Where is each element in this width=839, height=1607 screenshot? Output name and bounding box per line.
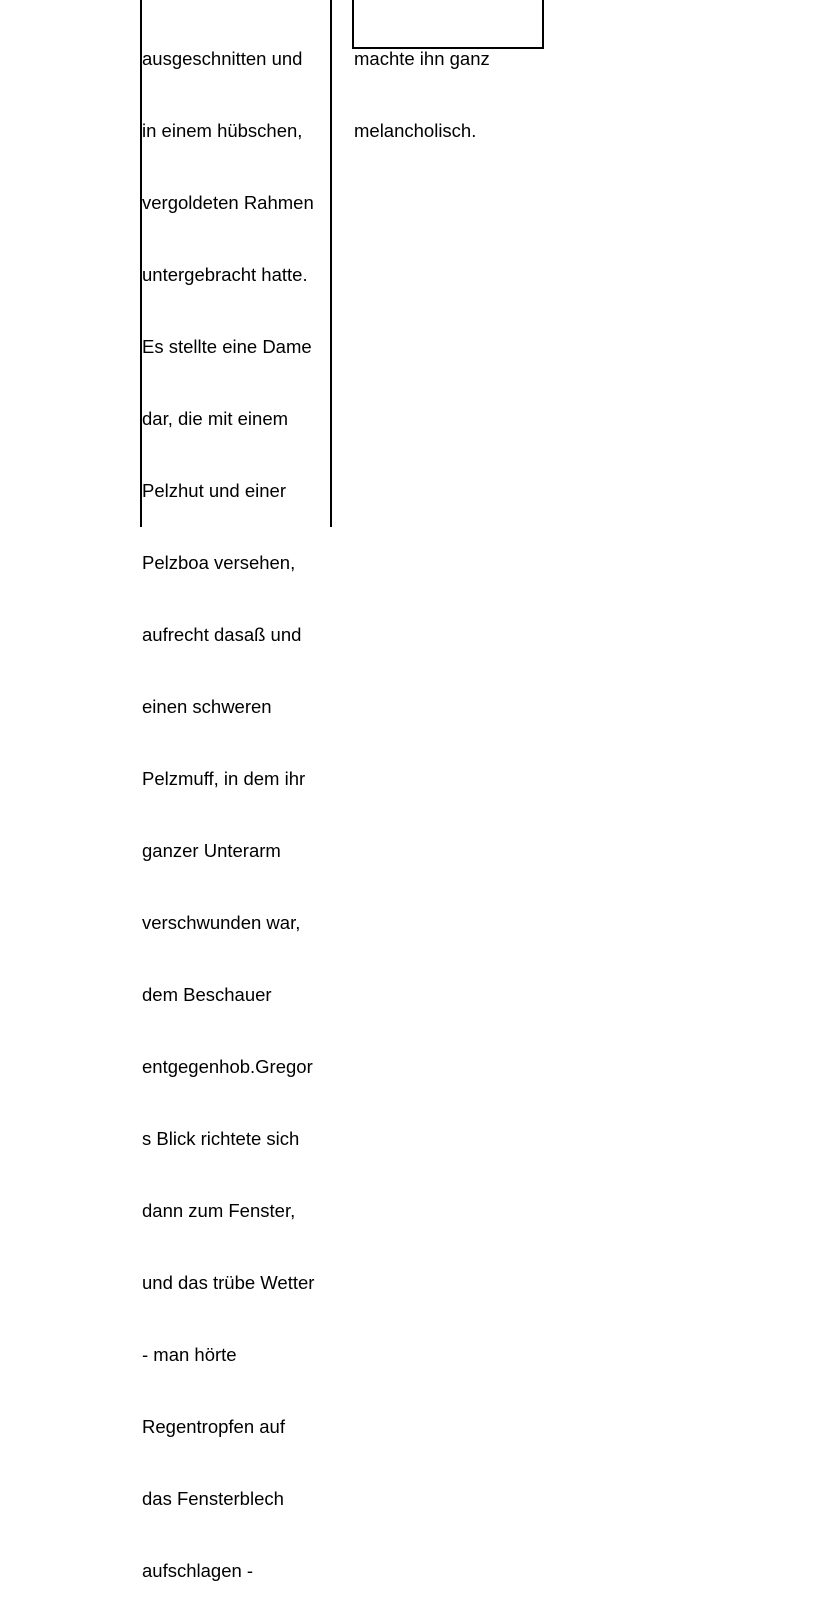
text-line: ausgeschnitten und (142, 48, 303, 69)
text-line: und das trübe Wetter (142, 1272, 315, 1293)
text-line: melancholisch. (354, 120, 477, 141)
text-line: Pelzhut und einer (142, 480, 286, 501)
text-line: machte ihn ganz (354, 48, 490, 69)
text-line: dann zum Fenster, (142, 1200, 296, 1221)
text-column-right (352, 0, 544, 141)
text-line: aufschlagen - (142, 1560, 254, 1581)
text-line: entgegenhob.Gregor (142, 1056, 313, 1077)
text-line: vergoldeten Rahmen (142, 192, 314, 213)
text-line: untergebracht hatte. (142, 264, 308, 285)
text-line: s Blick richtete sich (142, 1128, 300, 1149)
text-line: dem Beschauer (142, 984, 272, 1005)
text-line: dar, die mit einem (142, 408, 289, 429)
text-line: verschwunden war, (142, 912, 301, 933)
text-line: Regentropfen auf (142, 1416, 285, 1437)
text-line: - man hörte (142, 1344, 237, 1365)
text-line: einen schweren (142, 696, 272, 717)
text-line: Pelzboa versehen, (142, 552, 296, 573)
text-line: in einem hübschen, (142, 120, 303, 141)
text-column-left (140, 0, 332, 1581)
text-line: das Fensterblech (142, 1488, 284, 1509)
text-line: ganzer Unterarm (142, 840, 281, 861)
text-line: aufrecht dasaß und (142, 624, 302, 645)
text-line: Es stellte eine Dame (142, 336, 312, 357)
text-line: Pelzmuff, in dem ihr (142, 768, 306, 789)
